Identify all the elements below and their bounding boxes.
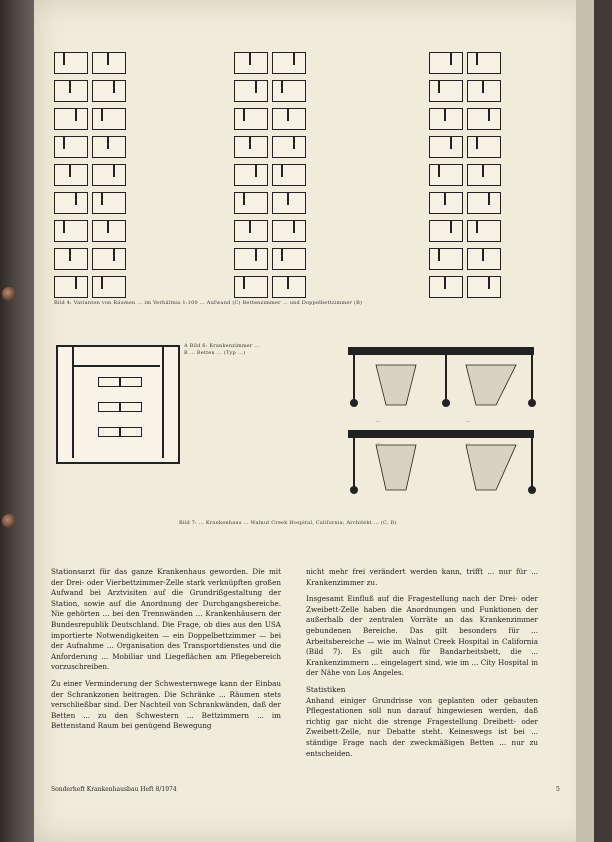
paragraph: nicht mehr frei verändert werden kann, trifft ... nur für ... Krankenzimmer zu.: [306, 567, 538, 587]
room-module: [429, 276, 463, 298]
plan-wing: [466, 365, 516, 405]
plan-label: ...: [376, 419, 381, 424]
plan-label: ...: [466, 419, 471, 424]
room-module: [92, 108, 126, 130]
room-module: [467, 192, 501, 214]
room-module: [54, 80, 88, 102]
room-module: [429, 136, 463, 158]
footer-text: Sonderheft Krankenhausbau Heft 8/1974: [51, 786, 177, 793]
paragraph: Anhand einiger Grundrisse von geplanten oder gebauten Pflegestationen soll nun darauf hingewiesen werden, daß richtig gar nicht die strenge Fragestellung Dreibett- oder Zweibett-Zelle, nur Debatte steht. Keineswegs ist bei ... ständige Frage nach der zweckmäßigen Betten ... nur zu entscheiden.: [306, 695, 538, 758]
room-module: [234, 220, 268, 242]
room-module: [467, 164, 501, 186]
binder: [0, 0, 34, 842]
room-module: [92, 52, 126, 74]
figure-caption-3: Bild 7: ... Krankenhaus ... Walnut Creek Hospital, California; Architekt ... (C, D): [179, 520, 397, 526]
plan-post: [531, 438, 533, 490]
figure-caption-1: Bild 4: Varianten von Räumen ... im Verhältnis 1:100 ... Aufwand (C) Bettenzimmer ... und Doppelbettzimmer (B): [54, 300, 363, 306]
room-module: [467, 220, 501, 242]
plan-wing: [376, 365, 416, 405]
room-module: [234, 192, 268, 214]
plan-label: ...: [376, 441, 381, 446]
figure-caption-2: A Bild 6: Krankenzimmer ... B ... Betten ... (Typ ...): [184, 343, 260, 356]
room-module: [92, 80, 126, 102]
room-module: [234, 52, 268, 74]
paragraph: Insgesamt Einfluß auf die Fragestellung nach der Drei- oder Zweibett-Zelle haben die Anordnungen und Funktionen der außerhalb der zentralen Vorräte an das Krankenzimmer gebundenen Bereiche. Das gilt besonders für ... Arbeitsbereiche — wie im Walnut Creek Hospital in California (Bild 7). Es gilt auch für Bandarbeitsbett, die ... Krankenzimmern ... eingelagert sind, wie im ... City Hospital in der Nähe von Los Angeles.: [306, 594, 538, 678]
binder-ring: [2, 287, 16, 301]
room-module: [272, 52, 306, 74]
room-module: [272, 164, 306, 186]
room-module: [54, 276, 88, 298]
room-module: [54, 136, 88, 158]
room-module: [429, 80, 463, 102]
room-module: [92, 164, 126, 186]
room-module: [429, 192, 463, 214]
room-module: [272, 192, 306, 214]
room-module: [234, 80, 268, 102]
room-module: [272, 248, 306, 270]
room-module: [272, 80, 306, 102]
column-left: [51, 567, 281, 738]
room-module: [234, 108, 268, 130]
room-module: [54, 108, 88, 130]
room-module: [429, 220, 463, 242]
room-module: [467, 80, 501, 102]
page-edge: [576, 0, 594, 842]
paragraph: Stationsarzt für das ganze Krankenhaus geworden. Die mit der Drei- oder Vierbettzimmer-Zelle stark verknüpften großen Aufwand bei Arztvisiten auf die Grundrißgestaltung der Station, sowie auf die Anordnung der Durchgangsbereiche. Nie gehörten ... bei den Trennwänden ... Krankenhäusern der Bundesrepublik Deutschland. Die Frage, ob dies aus den USA importierte Notwendigkeiten — ein Doppelbettzimmer — bei der Aufnahme ... Organisation des Transportdienstes und die Anforderung ... Mobiliar und Liegeflächen am Pflegebereich vorzuschreiben.: [51, 567, 281, 672]
room-module: [92, 248, 126, 270]
page-number: 5: [556, 786, 560, 793]
room-module: [92, 220, 126, 242]
plan-wing: [466, 445, 516, 490]
plan-post: [531, 355, 533, 403]
figure-floor-plan: [56, 345, 180, 464]
room-module: [234, 164, 268, 186]
plan-wing: [376, 445, 416, 490]
plan-post: [353, 355, 355, 403]
room-module: [467, 276, 501, 298]
room-module: [234, 136, 268, 158]
room-module: [272, 136, 306, 158]
room-module: [467, 52, 501, 74]
room-module: [429, 52, 463, 74]
room-module: [54, 192, 88, 214]
room-module: [54, 164, 88, 186]
plan-post: [445, 355, 447, 403]
room-module: [429, 108, 463, 130]
room-module: [234, 248, 268, 270]
room-module: [467, 248, 501, 270]
plan-band: [348, 430, 534, 438]
room-module: [272, 276, 306, 298]
room-module: [234, 276, 268, 298]
room-module: [467, 108, 501, 130]
room-module: [272, 220, 306, 242]
room-module: [54, 52, 88, 74]
room-module: [54, 248, 88, 270]
room-module: [92, 192, 126, 214]
plan-label: ...: [466, 441, 471, 446]
plan-post: [353, 438, 355, 490]
column-right: [306, 567, 538, 765]
room-module: [92, 276, 126, 298]
room-module: [272, 108, 306, 130]
paragraph: Zu einer Verminderung der Schwesternwege kann der Einbau der Schrankzonen beitragen. Die Schränke ... Räumen stets verschließbar sind. Der Nachteil von Schrankwänden, daß der Betten ... zu den Schwestern ... Bettzimmern ... im Bettenstand Raum bei genügend Bewegung: [51, 678, 281, 731]
room-module: [467, 136, 501, 158]
room-module: [54, 220, 88, 242]
room-module: [92, 136, 126, 158]
room-module: [429, 248, 463, 270]
page: [34, 0, 594, 842]
plan-band: [348, 347, 534, 355]
section-heading: Statistiken: [306, 684, 346, 694]
binder-ring: [2, 514, 16, 528]
room-module: [429, 164, 463, 186]
figure-hospital-plans: [346, 345, 566, 505]
